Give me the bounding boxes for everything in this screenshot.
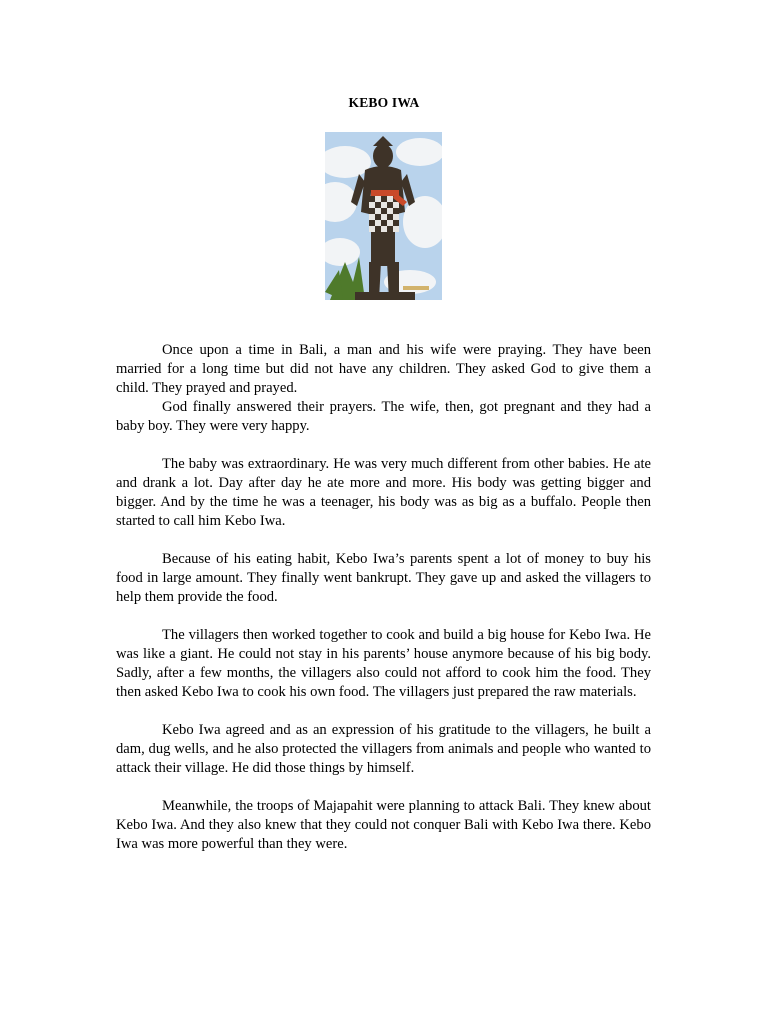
document-title: KEBO IWA (348, 95, 420, 110)
paragraph: The baby was extraordinary. He was very much different from other babies. He ate and drank a lot. Day after day he ate more and more. His body was getting bigger and bigger. And by the time he was a teenager, his body was as big as a buffalo. People then started to call him Kebo Iwa. (116, 456, 651, 529)
paragraph: Once upon a time in Bali, a man and his wife were praying. They have been married for a long time but did not have any children. They asked God to give them a child. They prayed and prayed. (116, 342, 651, 396)
paragraph: The villagers then worked together to cook and build a big house for Kebo Iwa. He was like a giant. He could not stay in his parents’ house anymore because of his big body. Sadly, after a few months, the villagers also could not afford to cook him the food. They then asked Kebo Iwa to cook his own food. The villagers just prepared the raw materials. (116, 627, 651, 700)
paragraph: Meanwhile, the troops of Majapahit were planning to attack Bali. They knew about Kebo Iwa. And they also knew that they could not conquer Bali with Kebo Iwa there. Kebo Iwa was more powerful than they were. (116, 798, 651, 852)
kebo-iwa-statue-photo (325, 132, 442, 300)
paragraph: Kebo Iwa agreed and as an expression of his gratitude to the villagers, he built a dam, dug wells, and he also protected the villagers from animals and people who wanted to attack their village. He did those things by himself. (116, 722, 651, 776)
paragraph: God finally answered their prayers. The wife, then, got pregnant and they had a baby boy. They were very happy. (116, 399, 651, 434)
story-body (116, 341, 651, 854)
paragraph: Because of his eating habit, Kebo Iwa’s parents spent a lot of money to buy his food in large amount. They finally went bankrupt. They gave up and asked the villagers to help them provide the food. (116, 551, 651, 605)
